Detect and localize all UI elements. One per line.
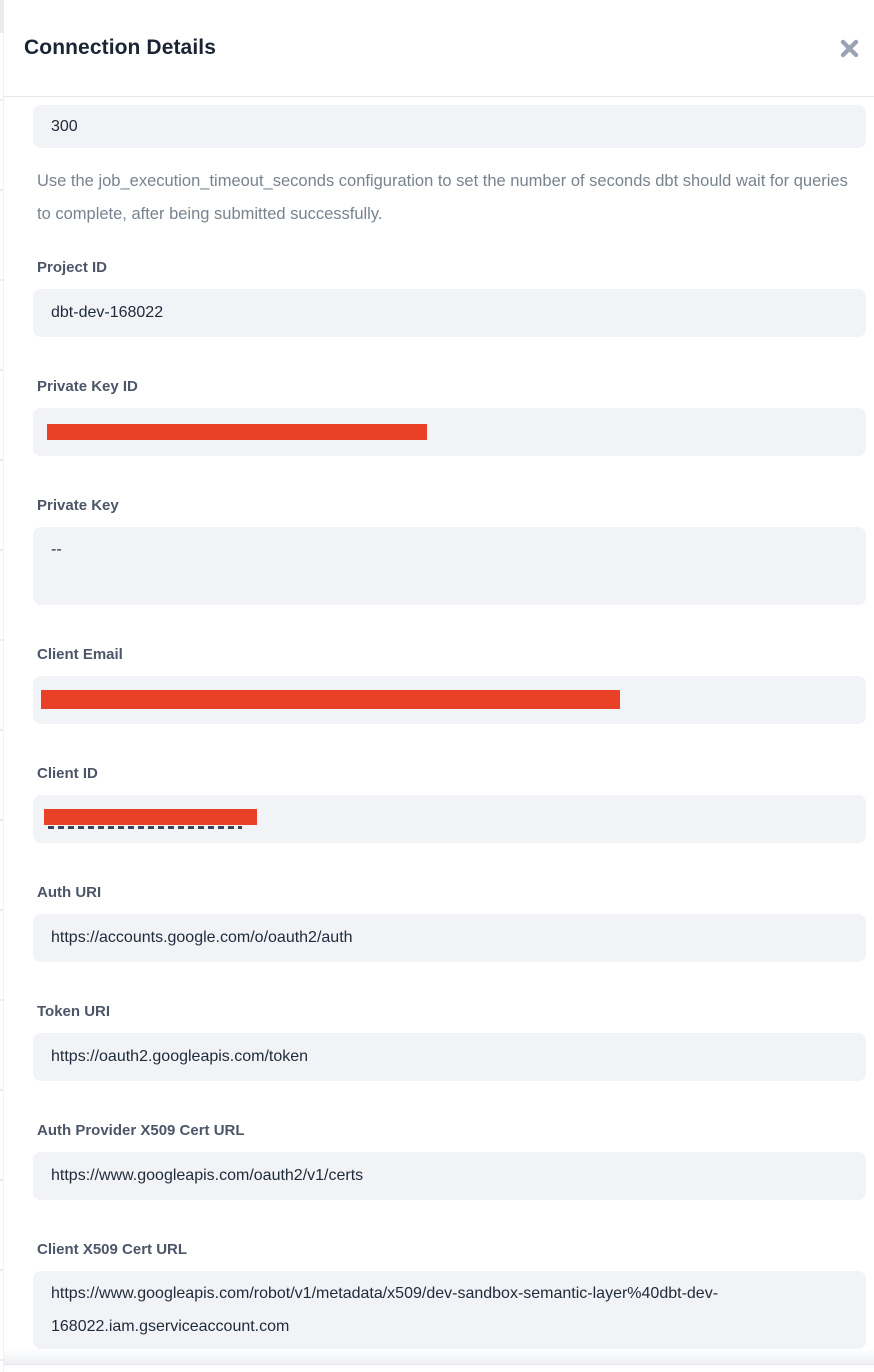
connection-details-modal bbox=[4, 0, 874, 1372]
field-label-client-email: Client Email bbox=[37, 646, 123, 663]
auth-uri-input[interactable] bbox=[33, 914, 866, 962]
auth-provider-cert-url-value: https://www.googleapis.com/oauth2/v1/certs bbox=[51, 1167, 364, 1184]
field-label-client-id: Client ID bbox=[37, 765, 98, 782]
client-cert-url-input[interactable] bbox=[33, 1271, 866, 1349]
modal-header bbox=[4, 0, 874, 97]
client-cert-url-value-line2: 168022.iam.gserviceaccount.com bbox=[51, 1318, 290, 1335]
modal-title: Connection Details bbox=[24, 36, 216, 59]
private-key-input[interactable] bbox=[33, 527, 866, 605]
project-id-input[interactable] bbox=[33, 289, 866, 337]
timeout-help-text: Use the job_execution_timeout_seconds configuration to set the number of seconds dbt should wait for queries to complete, after being submitted successfully. bbox=[37, 172, 848, 223]
redaction-bar bbox=[47, 424, 427, 440]
timeout-seconds-input[interactable] bbox=[33, 105, 866, 148]
field-label-auth-uri: Auth URI bbox=[37, 884, 102, 901]
client-cert-url-value-line1: https://www.googleapis.com/robot/v1/metadata/x509/dev-sandbox-semantic-layer%40dbt-dev- bbox=[51, 1285, 719, 1302]
token-uri-value: https://oauth2.googleapis.com/token bbox=[51, 1048, 309, 1065]
field-label-private-key: Private Key bbox=[37, 497, 119, 514]
client-id-digit-fragments bbox=[48, 826, 242, 829]
redaction-bar bbox=[44, 809, 257, 825]
field-label-project-id: Project ID bbox=[37, 259, 108, 276]
modal-body bbox=[4, 97, 874, 1364]
close-button[interactable] bbox=[834, 33, 864, 63]
private-key-id-input[interactable] bbox=[33, 408, 866, 456]
modal-footer bbox=[4, 1364, 874, 1372]
private-key-value: -- bbox=[51, 541, 62, 558]
field-label-auth-provider-cert-url: Auth Provider X509 Cert URL bbox=[37, 1122, 245, 1139]
auth-provider-cert-url-input[interactable] bbox=[33, 1152, 866, 1200]
field-label-token-uri: Token URI bbox=[37, 1003, 111, 1020]
field-label-client-cert-url: Client X509 Cert URL bbox=[37, 1241, 188, 1258]
redaction-bar bbox=[41, 690, 620, 709]
timeout-seconds-value: 300 bbox=[51, 117, 78, 135]
field-label-private-key-id: Private Key ID bbox=[37, 378, 138, 395]
token-uri-input[interactable] bbox=[33, 1033, 866, 1081]
client-id-input[interactable] bbox=[33, 795, 866, 843]
close-icon bbox=[840, 39, 859, 58]
project-id-value: dbt-dev-168022 bbox=[51, 304, 164, 321]
client-email-input[interactable] bbox=[33, 676, 866, 724]
auth-uri-value: https://accounts.google.com/o/oauth2/auth bbox=[51, 929, 353, 946]
